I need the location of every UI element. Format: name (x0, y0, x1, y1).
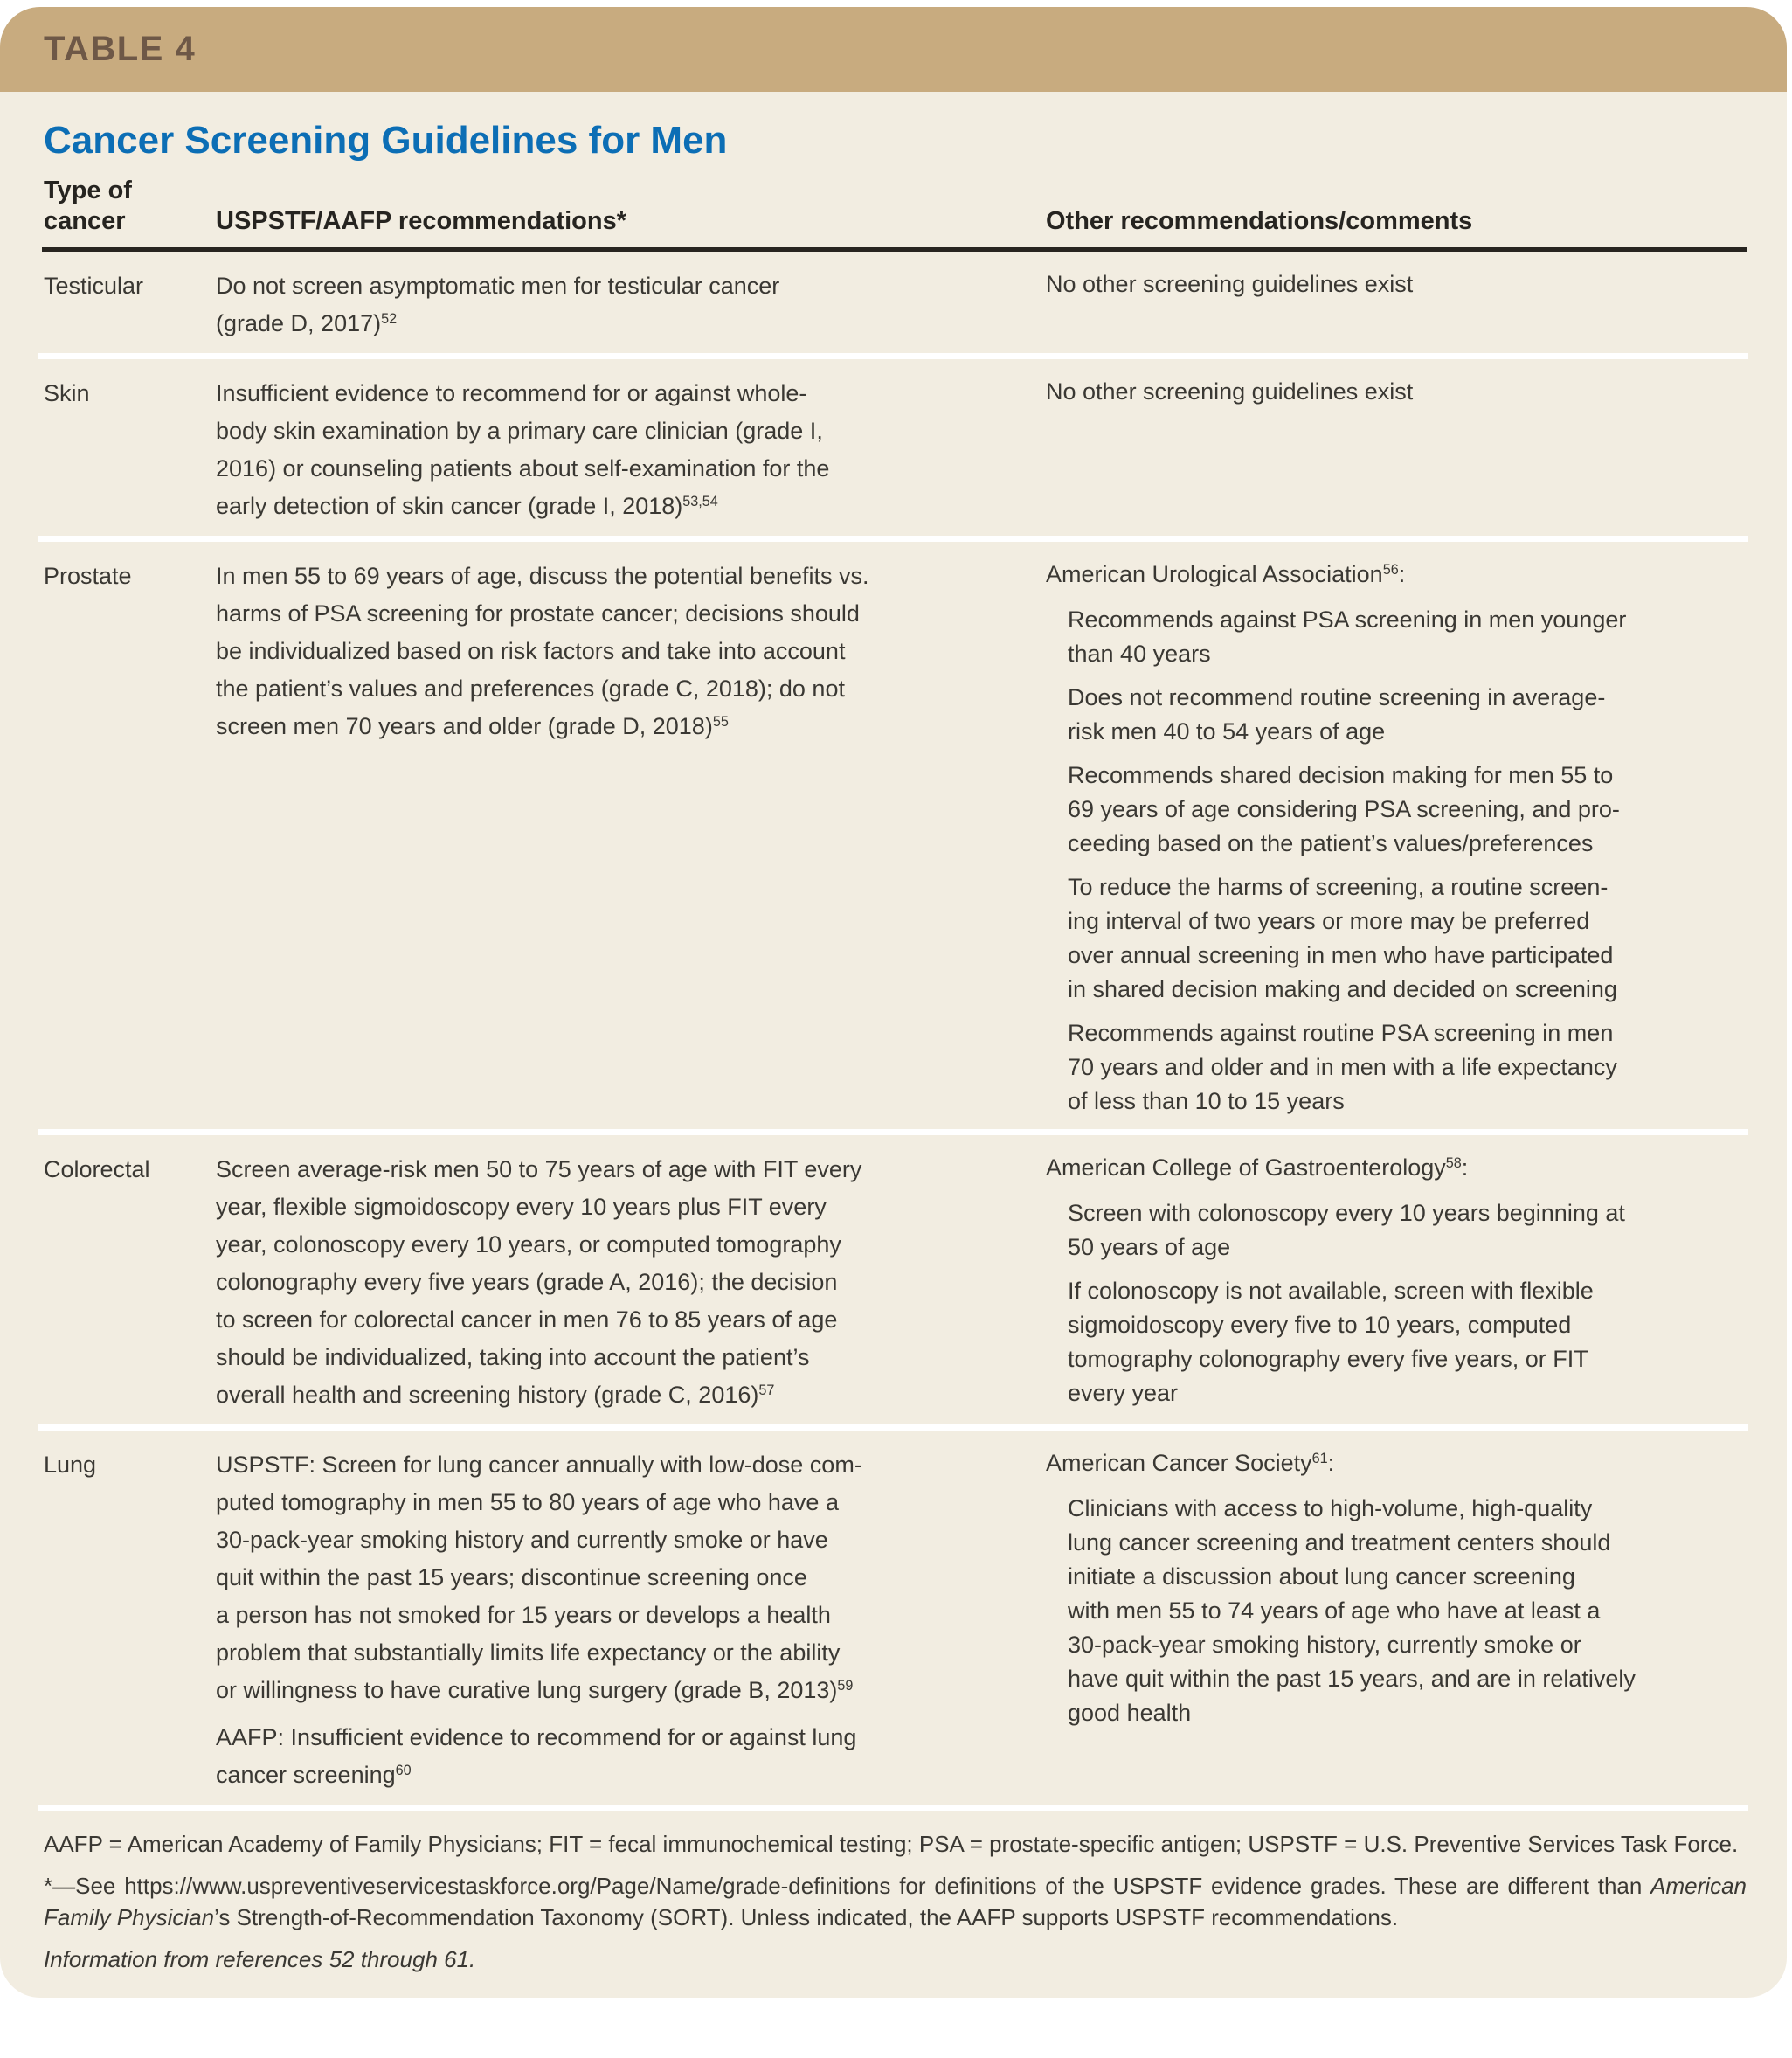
table-number-band (0, 7, 1787, 92)
column-header-other: Other recommendations/comments (1046, 207, 1473, 235)
row-separator (38, 353, 1748, 359)
row-separator (38, 1129, 1748, 1135)
uspstf-recommendation-cell: USPSTF: Screen for lung cancer annually with low-dose com- puted tomography in men 55 to 80 years of age who have a 30-pack-year smoking history and currently smoke or have quit within the past 15 years; discontinue screening once a person has not smoked for 15 years or develops a health problem that substantially limits life expectancy or the ability or willingness to have curative lung surgery (grade B, 2013)$^{59}$ AAFP: Insufficient evidence to recommend for or against lung cancer screening$^{60}$ (216, 1452, 862, 1788)
row-separator (38, 1805, 1748, 1811)
table-number-label: TABLE 4 (44, 30, 197, 68)
source-note: Information from references 52 through 61. (44, 1946, 476, 1972)
column-header-row (0, 176, 1787, 247)
row-separator (38, 536, 1748, 542)
other-recommendations-cell (1046, 1446, 1747, 1794)
table-row-lung (0, 1431, 1787, 1805)
table-row-testicular (0, 252, 1787, 353)
uspstf-recommendation-cell: In men 55 to 69 years of age, discuss the potential benefits vs. harms of PSA screening for prostate cancer; decisions should be individualized based on risk factors and take into account the patient’s values and preferences (grade C, 2018); do not screen men 70 years and older (grade D, 2018)$^{55}$ (216, 563, 869, 739)
organization-heading: American College of Gastroenterology$^{58}$: (1046, 1154, 1469, 1181)
other-recommendation-text: No other screening guidelines exist (1046, 378, 1414, 405)
column-header-uspstf-aafp: USPSTF/AAFP recommendations* (216, 207, 627, 235)
table-footer (0, 1811, 1787, 1998)
other-recommendations-cell (1046, 375, 1747, 525)
cancer-type-label: Skin (44, 380, 90, 406)
column-header-type-line2: cancer (44, 207, 126, 235)
cancer-type-label: Colorectal (44, 1156, 150, 1182)
table-row-prostate (0, 542, 1787, 1129)
cancer-type-label: Lung (44, 1452, 97, 1478)
uspstf-recommendation-cell: Screen average-risk men 50 to 75 years of age with FIT every year, flexible sigmoidoscopy every 10 years plus FIT every year, colonoscopy every 10 years, or computed tomography colonography every five years (grade A, 2016); the decision to screen for colorectal cancer in men 76 to 85 years of age should be individualized, taking into account the patient’s overall health and screening history (grade C, 2016)$^{57}$ (216, 1156, 862, 1408)
organization-recommendation-list: Recommends against PSA screening in men younger than 40 years Does not recommend routine screening in average- risk men 40 to 54 years of age Recommends shared decision making for men 55 to 69 years of age considering PSA screening, and pro- ceeding based on the patient’s values/preferences To reduce the harms of screening, a routine screen- ing interval of two years or more may be preferred over annual screening in men who have participated in shared decision making and decided on screening Recommends against routine PSA screening in men 70 years and older and in men with a life expectancy of less than 10 to 15 years (1068, 606, 1627, 1114)
cancer-type-label: Prostate (44, 563, 132, 589)
organization-recommendation-list: Screen with colonoscopy every 10 years beginning at 50 years of age If colonoscopy is not available, screen with flexible sigmoidoscopy every five to 10 years, computed tomography colonography every five years, or FIT every year (1068, 1200, 1625, 1406)
column-header-type-of-cancer (44, 176, 216, 237)
other-recommendation-text: No other screening guidelines exist (1046, 271, 1414, 297)
table-row-skin (0, 359, 1787, 536)
other-recommendations-cell (1046, 267, 1747, 343)
asterisk-footnote: *—See https://www.uspreventiveservicestaskforce.org/Page/Name/grade-definitions for definitions of the USPSTF evidence grades. These are different than American Family Physician’s Strength-of-Recommendation Taxonomy (SORT). Unless indicated, the AAFP supports USPSTF recommendations. (44, 1873, 1747, 1930)
column-header-type-line1: Type of (44, 177, 132, 204)
other-recommendations-cell (1046, 558, 1747, 1119)
abbreviations-note: AAFP = American Academy of Family Physicians; FIT = fecal immunochemical testing; PSA = prostate-specific antigen; USPSTF = U.S. Preventive Services Task Force. (44, 1831, 1739, 1857)
uspstf-recommendation-cell: Insufficient evidence to recommend for or against whole- body skin examination by a primary care clinician (grade I, 2016) or counseling patients about self-examination for the early detection of skin cancer (grade I, 2018)$^{53,54}$ (216, 380, 830, 519)
organization-heading: American Urological Association$^{56}$: (1046, 561, 1406, 587)
row-separator (38, 1424, 1748, 1431)
uspstf-recommendation-cell: Do not screen asymptomatic men for testicular cancer (grade D, 2017)$^{52}$ (216, 273, 780, 336)
table-card (0, 7, 1787, 1998)
other-recommendations-cell (1046, 1151, 1747, 1414)
table-row-colorectal (0, 1135, 1787, 1424)
organization-recommendation-list: Clinicians with access to high-volume, high-quality lung cancer screening and treatment centers should initiate a discussion about lung cancer screening with men 55 to 74 years of age who have at least a 30-pack-year smoking history, currently smoke or have quit within the past 15 years, and are in relatively good health (1068, 1495, 1636, 1726)
organization-heading: American Cancer Society$^{61}$: (1046, 1450, 1335, 1476)
cancer-type-label: Testicular (44, 273, 144, 299)
table-title: Cancer Screening Guidelines for Men (44, 119, 728, 162)
